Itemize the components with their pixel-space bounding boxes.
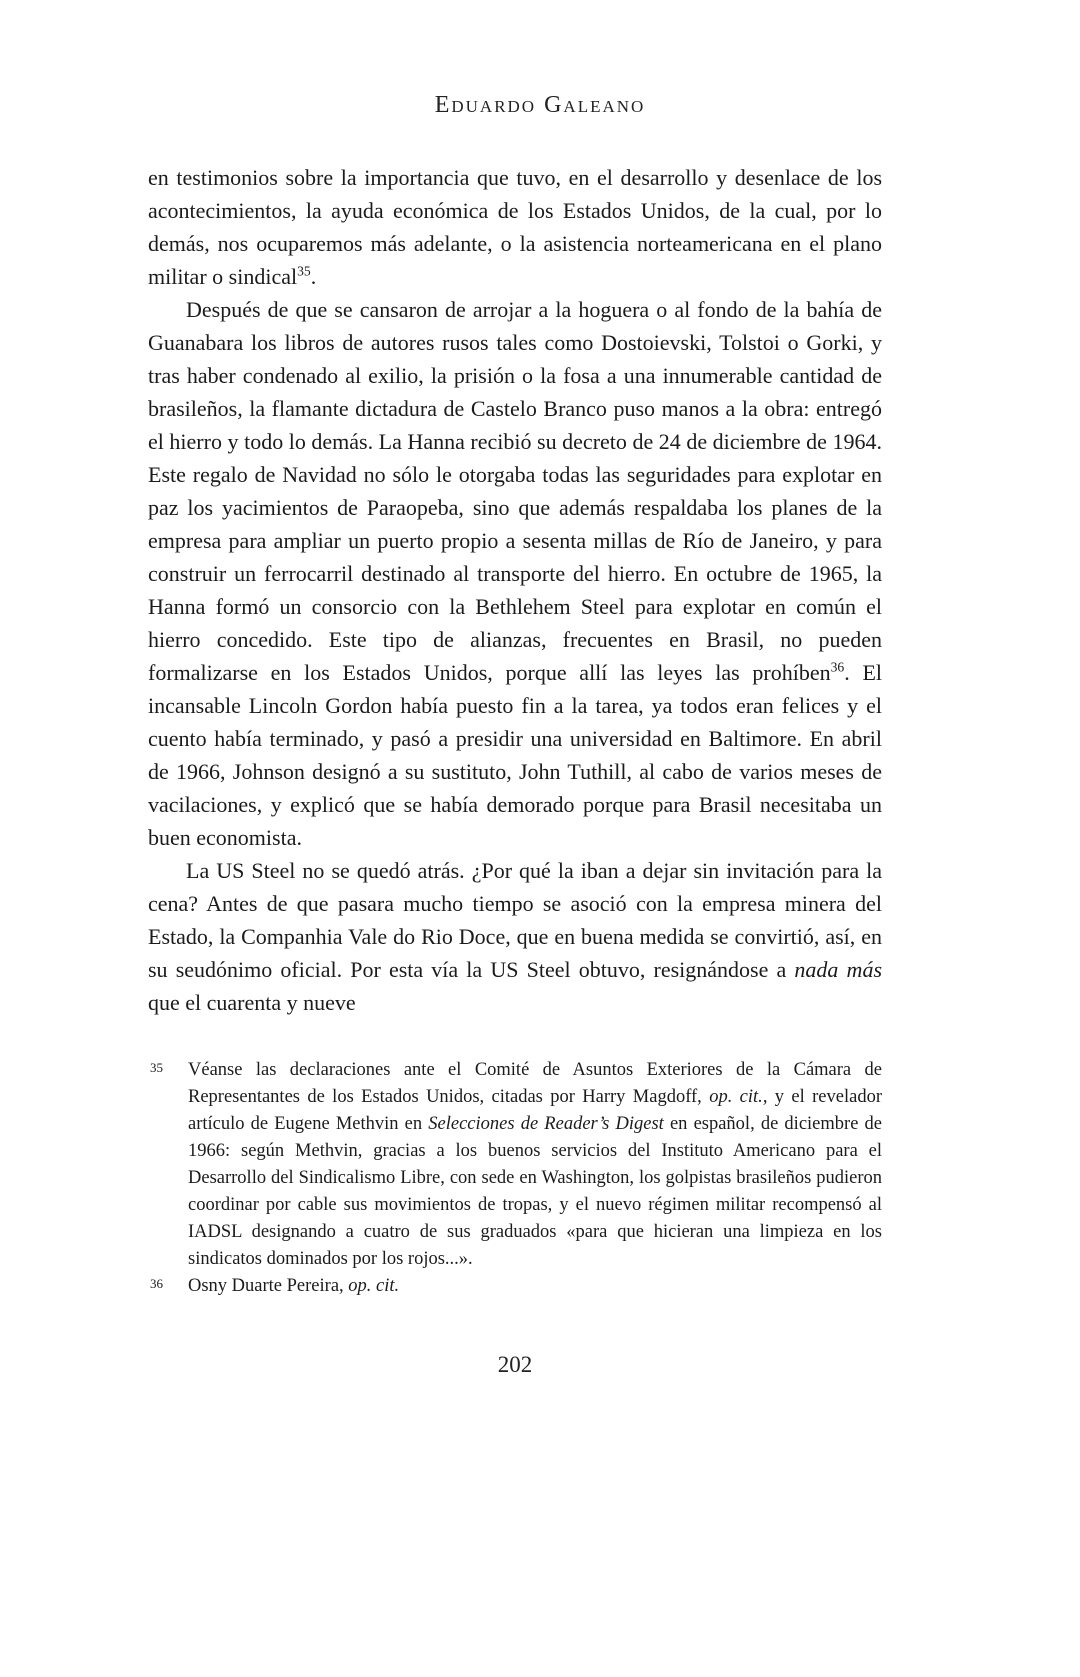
footnote-text xyxy=(188,1276,399,1296)
text-run: en español, de diciembre de 1966: según Methvin, gracias a los buenos servicios del Instituto Americano para el Desarrollo del Sindicalismo Libre, con sede en Washington, los golpistas brasileños pudieron coordinar por cable sus movimientos de tropas, y el nuevo régimen militar recompensó al IADSL designando a cuatro de sus graduados «para que hicieran una limpieza en los sindicatos dominados por los rojos...». xyxy=(188,1114,882,1269)
text-run: , y el revelador artículo de Eugene Methvin en xyxy=(188,1087,882,1134)
footnote-text xyxy=(188,1060,882,1269)
text-run: nada más xyxy=(794,957,882,982)
page-number: 202 xyxy=(497,1352,533,1377)
running-header: Eduardo Galeano xyxy=(434,92,646,118)
text-run: op. cit. xyxy=(709,1087,763,1107)
body-text xyxy=(148,161,882,1019)
text-run: La US Steel no se quedó atrás. ¿Por qué la iban a dejar sin invitación para la cena? Antes de que pasara mucho tiempo se asoció con la empresa minera del Estado, la Companhia Vale do Rio Doce, que en buena medida se convirtió, así, en su seudónimo oficial. Por esta vía la US Steel obtuvo, resignándose a xyxy=(148,858,882,982)
footnote-number: 35 xyxy=(150,1060,163,1075)
text-run: Después de que se cansaron de arrojar a la hoguera o al fondo de la bahía de Guanabara los libros de autores rusos tales como Dostoievski, Tolstoi o Gorki, y tras haber condenado al exilio, la prisión o la fosa a una innumerable cantidad de brasileños, la flamante dictadura de Castelo Branco puso manos a la obra: entregó el hierro y todo lo demás. La Hanna recibió su decreto de 24 de diciembre de 1964. Este regalo de Navidad no sólo le otorgaba todas las seguridades para explotar en paz los yacimientos de Paraopeba, sino que además respaldaba los planes de la empresa para ampliar un puerto propio a sesenta millas de Río de Janeiro, y para construir un ferrocarril destinado al transporte del hierro. En octubre de 1965, la Hanna formó un consorcio con la Bethlehem Steel para explotar en común el hierro concedido. Este tipo de alianzas, frecuentes en Brasil, no pueden formalizarse en los Estados Unidos, porque allí las leyes las prohíben xyxy=(148,297,882,685)
footnote-reference: 36 xyxy=(830,659,845,675)
text-run: . xyxy=(310,264,317,289)
paragraph xyxy=(148,854,882,1019)
footnote-reference: 35 xyxy=(297,263,311,279)
text-run: Osny Duarte Pereira, xyxy=(188,1276,349,1296)
footnote-number: 36 xyxy=(150,1276,163,1291)
text-column xyxy=(148,161,882,1378)
footnotes-section xyxy=(148,1057,882,1300)
text-run: Selecciones de Reader’s Digest xyxy=(428,1114,664,1134)
text-run: en testimonios sobre la importancia que tuvo, en el desarrollo y desenlace de los acontecimientos, la ayuda económica de los Estados Unidos, de la cual, por lo demás, nos ocuparemos más adelante, o la asistencia norteamericana en el plano militar o sindical xyxy=(148,165,882,289)
footnote xyxy=(148,1273,882,1300)
text-run: Véanse las declaraciones ante el Comité de Asuntos Exteriores de la Cámara de Representantes de los Estados Unidos, citadas por Harry Magdoff, xyxy=(188,1060,882,1107)
paragraph xyxy=(148,293,882,854)
footnote xyxy=(148,1057,882,1273)
text-run: que el cuarenta y nueve xyxy=(148,990,356,1015)
text-run: . El incansable Lincoln Gordon había puesto fin a la tarea, ya todos eran felices y el cuento había terminado, y pasó a presidir una universidad en Baltimore. En abril de 1966, Johnson designó a su sustituto, John Tuthill, al cabo de varios meses de vacilaciones, y explicó que se había demorado porque para Brasil necesitaba un buen economista. xyxy=(148,660,882,850)
paragraph xyxy=(148,161,882,293)
text-run: op. cit. xyxy=(348,1276,400,1296)
